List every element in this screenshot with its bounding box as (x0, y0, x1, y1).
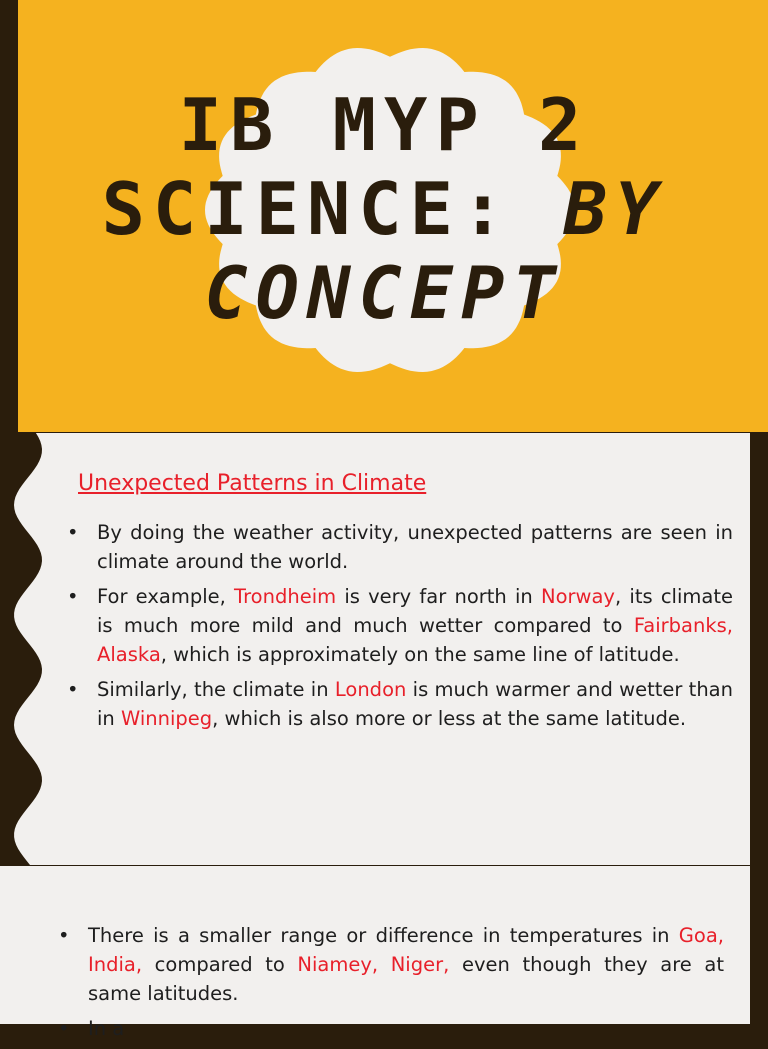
list-item (97, 675, 733, 733)
title-line-1: IB MYP 2 (178, 83, 590, 167)
place-fairbanks: Fairbanks, Alaska (97, 614, 733, 666)
bullet-text: There is a smaller range or difference in temperatures in (88, 924, 679, 947)
title-line-2 (0, 168, 768, 250)
place-winnipeg: Winnipeg (120, 707, 213, 730)
list-item (88, 1014, 724, 1043)
bullet-text: , its climate is much more mild and much wetter compared to (97, 585, 733, 637)
place-norway: Norway (541, 585, 615, 608)
climate-patterns-slide (0, 433, 768, 865)
bullet-text: , which is also more or less at the same latitude. (212, 707, 687, 730)
bullet-list (88, 921, 724, 1049)
list-item (97, 518, 733, 576)
wavy-left-border (0, 433, 60, 865)
title-science: SCIENCE: (101, 167, 513, 251)
bullet-text: is very far north in (336, 585, 541, 608)
place-goa: Goa, India, (88, 924, 724, 976)
bullet-text: By doing the weather activity, unexpected patterns are seen in climate around the world. (97, 521, 733, 573)
list-item (88, 921, 724, 1008)
temperature-range-slide (0, 866, 768, 1040)
bullet-list (97, 518, 733, 739)
place-trondheim: Trondheim (234, 585, 337, 608)
bullet-text: compared to (142, 953, 298, 976)
title-slide (0, 0, 768, 432)
slide-heading: Unexpected Patterns in Climate (78, 471, 427, 496)
place-london: London (334, 678, 407, 701)
title-line-3: CONCEPT (204, 251, 564, 335)
bullet-text: For example, (97, 585, 235, 608)
bullet-text: In a (88, 1017, 125, 1040)
bullet-text: even though they are at same latitudes. (88, 953, 724, 1005)
list-item (97, 582, 733, 669)
bullet-text: is much warmer and wetter than in (97, 678, 733, 730)
bullet-text: , which is approximately on the same line of latitude. (160, 643, 680, 666)
title-by: BY (563, 167, 667, 251)
bullet-text: Similarly, the climate in (97, 678, 335, 701)
place-niamey: Niamey, Niger, (297, 953, 450, 976)
